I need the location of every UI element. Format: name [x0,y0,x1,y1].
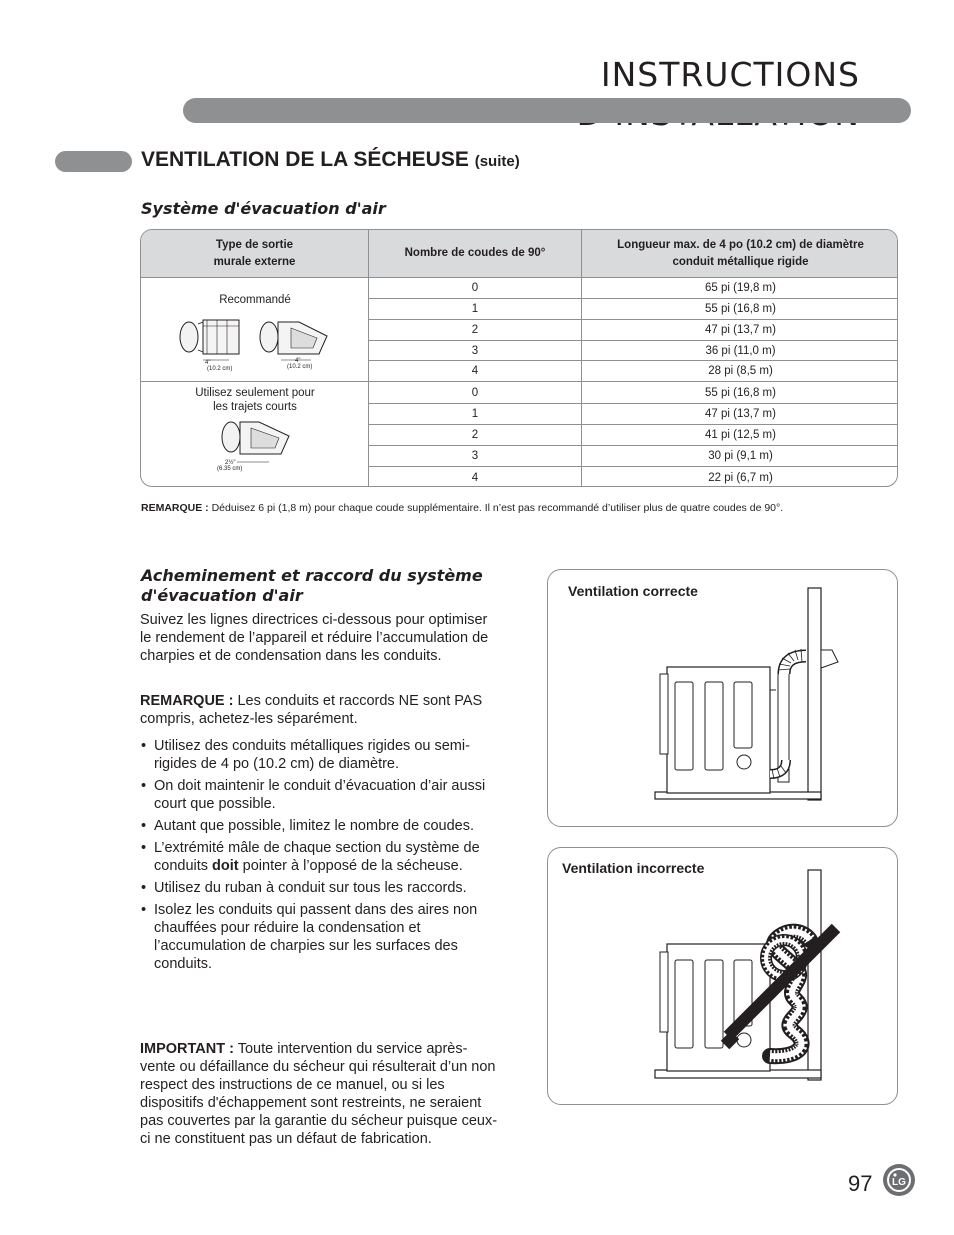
dim-2b: (10.2 cm) [287,364,313,370]
table-row-elbows: 3 [369,341,582,361]
page-title: INSTRUCTIONS [600,55,860,94]
table-row-elbows: 2 [369,425,582,446]
vent-table [140,229,898,487]
list-item [140,839,505,875]
dim-1a: 4" [205,360,211,366]
table-row-elbows: 1 [369,404,582,425]
list-item: • Utilisez des conduits métalliques rigides ou semi-rigides de 4 po (10.2 cm) de diamètre. [140,737,505,773]
box-hood-icon [180,320,239,360]
group-short-runs-label: Utilisez seulement pour les trajets courts [195,387,315,413]
routing-important [140,1040,500,1148]
group-recommended [141,278,369,382]
header-bar [183,98,911,123]
exhaust-subtitle: Système d'évacuation d'air [141,199,386,218]
louvered-hood-icon [260,322,327,360]
table-note-text: Déduisez 6 pi (1,8 m) pour chaque coude supplémentaire. Il n’est pas recommandé d’utiliser plus de quatre coudes de 90°. [208,502,784,514]
dim-1b: (10.2 cm) [207,366,233,372]
section-title-suffix: (suite) [474,153,520,170]
header-max-length [582,230,898,278]
figure-correct-label: Ventilation correcte [568,583,698,599]
section-title [141,148,520,172]
header-outlet-type-text: Type de sortie murale externe [213,238,296,268]
table-row-elbows: 1 [369,299,582,320]
dim-3b: (6.35 cm) [217,466,243,472]
angled-hood-icon [222,422,289,462]
header-elbows-text: Nombre de coudes de 90° [404,247,546,259]
table-row-length: 55 pi (16,8 m) [582,382,898,404]
bullet4-b: pointer à l’opposé de la sécheuse. [238,858,463,874]
group-short-runs [141,382,369,487]
section-pill [55,151,132,172]
table-row-elbows: 4 [369,361,582,382]
header-outlet-type [141,230,369,278]
table-row-length: 22 pi (6,7 m) [708,471,773,484]
list-item: • On doit maintenir le conduit d’évacuation d’air aussi court que possible. [140,777,505,813]
list-item: • Autant que possible, limitez le nombre de coudes. [140,817,505,835]
list-item: • Utilisez du ruban à conduit sur tous les raccords. [140,879,505,897]
incorrect-venting-illustration [548,848,899,1106]
dim-2a: 4" [295,358,301,364]
routing-important-text: Toute intervention du service après-vente ou défaillance du sécheur qui résulterait d’un non respect des instructions de ce manuel, ou si les dispositifs d'échappement sont restreints, ne seraient pas couvertes par la garantie du sécheur puisque ceux-ci ne constituent pas un défaut de fabrication. [140,1041,498,1147]
routing-important-label: IMPORTANT : [140,1041,234,1057]
table-row-elbows: 4 [369,467,582,487]
section-title-text: VENTILATION DE LA SÉCHEUSE [141,148,469,171]
table-row-length: 65 pi (19,8 m) [582,278,898,299]
lg-logo-text: LG [892,1177,906,1188]
routing-subtitle-line1: Acheminement et raccord du système [141,566,483,585]
bullet4-a: L’extrémité mâle de chaque section du système de conduits [154,840,480,874]
routing-remark-text: Les conduits et raccords NE sont PAS compris, achetez-les séparément. [140,693,483,727]
routing-bullet-list [140,737,505,977]
table-row-length: 55 pi (16,8 m) [582,299,898,320]
routing-subtitle-line2: d'évacuation d'air [141,586,303,605]
dim-3a: 2½" [225,460,236,466]
table-note-label: REMARQUE : [141,502,209,514]
figure-correct-venting [547,569,898,827]
table-row-length: 41 pi (12,5 m) [582,425,898,446]
bullet4-bold: doit [212,858,239,874]
header-elbows [369,230,582,278]
table-row-length: 47 pi (13,7 m) [582,320,898,341]
routing-intro: Suivez les lignes directrices ci-dessous pour optimiser le rendement de l’appareil et réduire l’accumulation de charpies et de condensation dans les conduits. [140,612,489,664]
table-row-elbows: 3 [369,446,582,467]
routing-remark-label: REMARQUE : [140,693,234,709]
figure-incorrect-venting [547,847,898,1105]
page-number: 97 [848,1171,873,1196]
table-row-elbows: 0 [369,278,582,299]
figure-incorrect-label: Ventilation incorrecte [562,860,705,876]
group-recommended-label: Recommandé [219,294,291,306]
table-row-length: 36 pi (11,0 m) [582,341,898,361]
lg-logo-icon [882,1163,916,1197]
routing-subtitle [141,566,511,606]
table-row-length: 47 pi (13,7 m) [582,404,898,425]
correct-venting-illustration [548,570,899,828]
table-row-length: 28 pi (8,5 m) [582,361,898,382]
table-row-elbows: 2 [369,320,582,341]
header-max-length-text: Longueur max. de 4 po (10.2 cm) de diamètre conduit métallique rigide [617,238,864,268]
table-row-elbows: 0 [369,382,582,404]
table-row-length: 30 pi (9,1 m) [582,446,898,467]
table-note [141,501,841,515]
routing-remark [140,692,500,728]
list-item: • Isolez les conduits qui passent dans des aires non chauffées pour réduire la condensation et l’accumulation de charpies sur les surfaces des conduits. [140,901,505,973]
